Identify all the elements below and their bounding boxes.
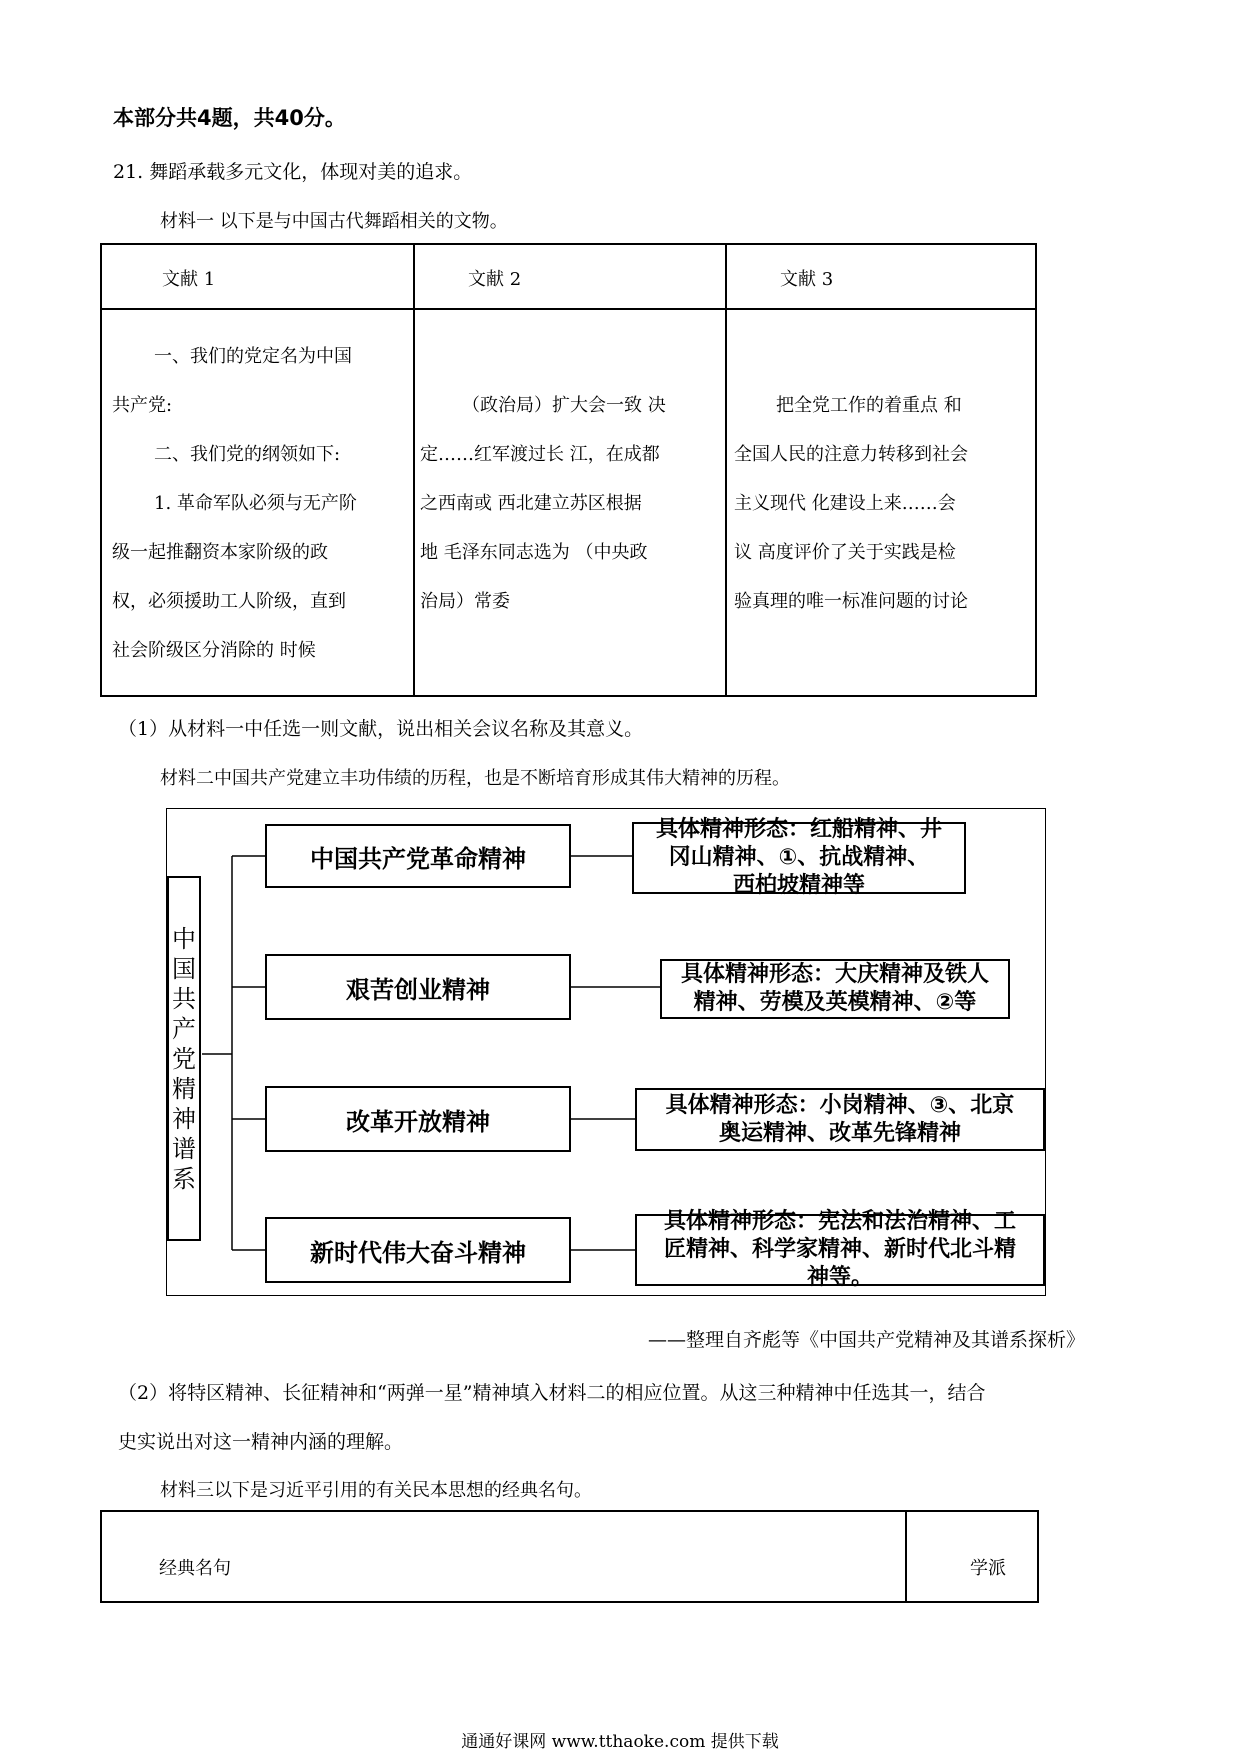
forms-box-revolution [632, 817, 966, 898]
title-char: 精 [172, 1075, 196, 1103]
doc1-line: 二、我们党的纲领如下: [154, 444, 341, 465]
section-header: 本部分共4题，共40分。 [113, 106, 346, 130]
doc3-line: 议 高度评价了关于实践是检 [734, 542, 956, 563]
forms-line: 奥运精神、改革先锋精神 [718, 1120, 961, 1146]
doc2-line: （政治局）扩大会一致 决 [462, 395, 666, 416]
table-divider [102, 308, 1035, 310]
doc1-line: 级一起推翻资本家阶级的政 [112, 542, 328, 563]
doc2-line: 地 毛泽东同志选为 （中央政 [420, 542, 648, 563]
header-school: 学派 [970, 1558, 1006, 1579]
quotes-table [100, 1510, 1039, 1603]
spirit-box-revolution: 中国共产党革命精神 [265, 824, 571, 888]
header-doc1: 文献 1 [162, 269, 216, 290]
doc1-line: 一、我们的党定名为中国 [154, 346, 352, 367]
doc3-line: 主义现代 化建设上来……会 [734, 493, 956, 514]
doc1-content [112, 332, 408, 675]
question-title: 21. 舞蹈承载多元文化，体现对美的追求。 [113, 161, 473, 183]
doc1-line: 共产党: [112, 395, 173, 416]
title-char: 神 [172, 1105, 196, 1133]
doc1-line: 1. 革命军队必须与无产阶 [154, 493, 357, 514]
forms-line: 具体精神形态：宪法和法治精神、工 [663, 1209, 1016, 1234]
forms-box-hardwork [660, 959, 1010, 1019]
table-divider [905, 1512, 907, 1601]
doc1-line: 社会阶级区分消除的 时候 [112, 640, 316, 661]
doc3-content [734, 381, 1034, 626]
header-doc2: 文献 2 [468, 269, 522, 290]
title-char: 系 [172, 1165, 196, 1193]
title-char: 党 [172, 1045, 196, 1073]
forms-line: 冈山精神、①、抗战精神、 [668, 845, 930, 870]
table-divider [413, 245, 415, 695]
source-citation: ——整理自齐彪等《中国共产党精神及其谱系探析》 [648, 1329, 1086, 1351]
forms-line: 神等。 [806, 1265, 873, 1290]
material1-intro: 材料一 以下是与中国古代舞蹈相关的文物。 [160, 211, 508, 232]
forms-line: 匠精神、科学家精神、新时代北斗精 [663, 1237, 1016, 1262]
forms-line: 具体精神形态：大庆精神及铁人 [680, 962, 989, 987]
title-char: 谱 [172, 1135, 196, 1163]
doc2-line: 之西南或 西北建立苏区根据 [420, 493, 642, 514]
forms-line: 精神、劳模及英模精神、②等 [693, 990, 977, 1015]
title-char: 国 [172, 955, 196, 983]
doc3-line: 把全党工作的着重点 和 [776, 395, 962, 416]
forms-box-reform [635, 1088, 1045, 1151]
doc2-line: 治局）常委 [420, 591, 510, 612]
forms-box-newera [635, 1209, 1045, 1290]
doc2-line: 定……红军渡过长 江，在成都 [420, 444, 660, 465]
doc1-line: 权，必须援助工人阶级，直到 [112, 591, 346, 612]
spirit-box-reform: 改革开放精神 [265, 1086, 571, 1152]
documents-table [100, 243, 1037, 697]
table-divider [725, 245, 727, 695]
spirit-box-newera: 新时代伟大奋斗精神 [265, 1217, 571, 1283]
material2-intro: 材料二中国共产党建立丰功伟绩的历程，也是不断培育形成其伟大精神的历程。 [160, 768, 790, 789]
title-char: 产 [172, 1015, 196, 1043]
title-char: 中 [172, 925, 196, 953]
title-char: 共 [172, 985, 196, 1013]
material3-intro: 材料三以下是习近平引用的有关民本思想的经典名句。 [160, 1480, 592, 1501]
forms-line: 具体精神形态：小岗精神、③、北京 [665, 1092, 1015, 1118]
spirit-genealogy-diagram [166, 808, 1046, 1296]
spirit-box-hardwork: 艰苦创业精神 [265, 954, 571, 1020]
doc3-line: 验真理的唯一标准问题的讨论 [734, 591, 968, 612]
header-doc3: 文献 3 [780, 269, 834, 290]
question-1: （1）从材料一中任选一则文献，说出相关会议名称及其意义。 [118, 718, 644, 740]
page-footer: 通通好课网 www.tthaoke.com 提供下载 [461, 1732, 779, 1752]
header-quote: 经典名句 [159, 1558, 231, 1579]
doc3-line: 全国人民的注意力转移到社会 [734, 444, 968, 465]
diagram-vertical-title [167, 876, 201, 1241]
forms-line: 具体精神形态：红船精神、井 [655, 817, 942, 842]
forms-line: 西柏坡精神等 [732, 873, 865, 898]
doc2-content [420, 381, 720, 626]
question-2-line: （2）将特区精神、长征精神和“两弹一星”精神填入材料二的相应位置。从这三种精神中任选其一，结合 [118, 1382, 986, 1404]
question-2-line: 史实说出对这一精神内涵的理解。 [118, 1431, 404, 1453]
